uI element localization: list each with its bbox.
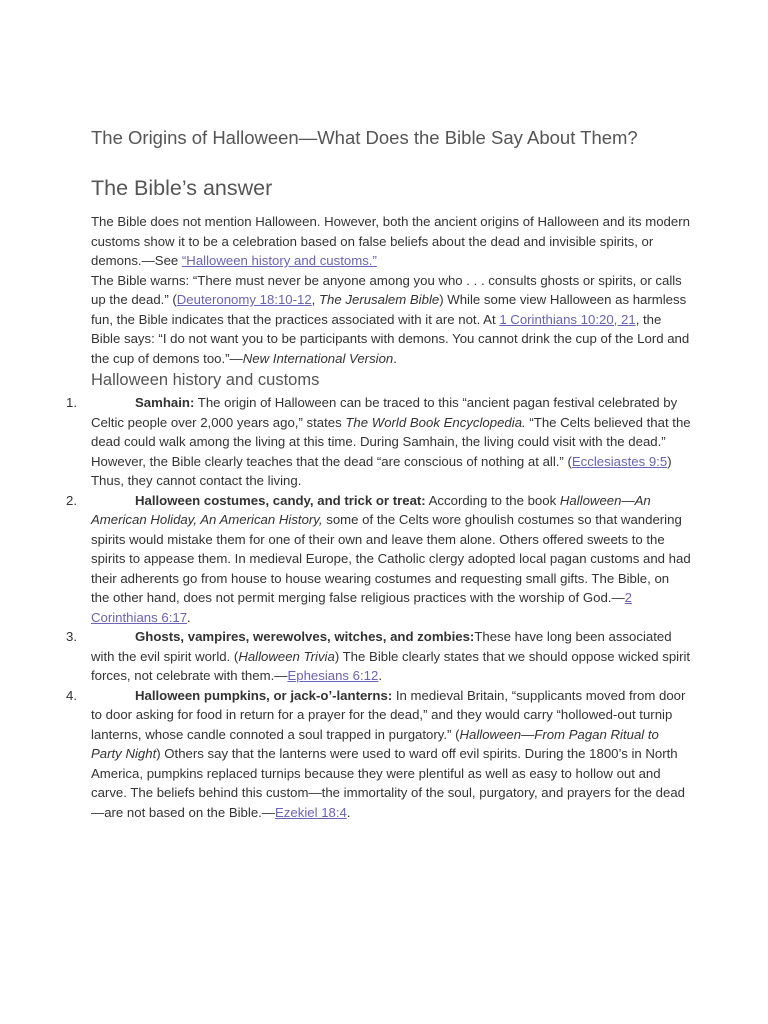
list-item-number: 3. [66, 629, 77, 644]
list-item-text: . [378, 668, 383, 683]
intro-paragraph-1 [91, 212, 691, 271]
intro-p2-text-d: , the Bible says: “I do not want you to be participants with demons. You cannot drink the cup of the Lord and the cup of demons too.”— [91, 311, 690, 366]
list-item-text: ) Others say that the lanterns were used to ward off evil spirits. During the 1800’s in North America, pumpkins replaced turnips because they were plentiful as well as easy to hollow out and carve. The beliefs behind this custom—the immortality of the soul, purgatory, and prayers for the dead—are not based on the Bible.— [91, 746, 685, 820]
list-item-title: Halloween pumpkins, or jack-o’-lanterns: [135, 687, 393, 703]
link-ecclesiastes[interactable]: Ecclesiastes 9:5 [571, 453, 668, 469]
list-item-text: ) Thus, they cannot contact the living. [91, 453, 672, 488]
list-item-text: some of the Celts wore ghoulish costumes so that wandering spirits would mistake them for one of their own and leave them alone. Others offered sweets to the spirits to appease them. In medieval Europe, the Catholic clergy adopted local pagan customs and had their adherents go from house to house wearing costumes and requesting small gifts. The Bible, on the other hand, does not permit merging false religious practices with the worship of God.— [91, 512, 691, 605]
list-item [66, 686, 691, 823]
list-item-text: . [346, 804, 351, 820]
page-title: The Origins of Halloween—What Does the Bible Say About Them? [91, 127, 638, 148]
link-ezekiel[interactable]: Ezekiel 18:4 [275, 804, 347, 820]
answer-heading: The Bible’s answer [91, 176, 273, 200]
intro-p1-text: The Bible does not mention Halloween. However, both the ancient origins of Halloween and its modern customs show it to be a celebration based on false beliefs about the dead and invisible spirits, or demons.—See [91, 214, 690, 268]
list-item-number: 1. [66, 395, 77, 410]
list-item-italic: Halloween—From Pagan Ritual to Party Night [91, 726, 659, 761]
list-item-title: Ghosts, vampires, werewolves, witches, and zombies: [135, 629, 475, 644]
link-ephesians[interactable]: Ephesians 6:12 [287, 668, 379, 683]
intro-p2-italic-jerusalem-bible: The Jerusalem Bible [319, 292, 440, 307]
link-halloween-history[interactable]: “Halloween history and customs.” [181, 253, 377, 268]
list-item-number: 4. [66, 687, 77, 703]
list-item-text: . [187, 609, 191, 625]
intro-p2-text-c: ) While some view Halloween as harmless fun, the Bible indicates that the practices associated with it are not. At [91, 292, 687, 327]
intro-p2-italic-niv: New International Version [242, 350, 394, 366]
list-item-text: In medieval Britain, “supplicants moved from door to door asking for food in return for a prayer for the dead,” and they would carry “hollowed-out turnip lanterns, whose candle connoted a soul trapped in purgatory.” ( [91, 687, 686, 742]
list-item-text: The origin of Halloween can be traced to this “ancient pagan festival celebrated by Celtic people over 2,000 years ago,” states [91, 395, 678, 430]
list-item-text: ) The Bible clearly states that we should oppose wicked spirit forces, not celebrate with them.— [91, 648, 691, 683]
link-1-corinthians[interactable]: 1 Corinthians 10:20, 21 [499, 311, 636, 327]
link-deuteronomy[interactable]: Deuteronomy 18:10-12 [176, 292, 312, 307]
list-item-title: Halloween costumes, candy, and trick or treat: [135, 492, 426, 508]
customs-list [66, 393, 691, 822]
list-item-title: Samhain: [135, 395, 195, 410]
list-item [66, 491, 691, 628]
list-item-text: According to the book [425, 492, 560, 508]
intro-p2-text-b: , [311, 292, 319, 307]
list-item-italic: Halloween—An American Holiday, An American History, [91, 492, 651, 527]
list-item-text: “The Celts believed that the dead could walk among the living at this time. During Samhain, the living could visit with the dead.” However, the Bible clearly teaches that the dead “are conscious of nothing at all.” ( [91, 414, 691, 469]
intro-section [91, 212, 691, 368]
intro-p2-text-a: The Bible warns: “There must never be anyone among you who . . . consults ghosts or spirits, or calls up the dead.” ( [91, 272, 682, 307]
history-subheading: Halloween history and customs [91, 371, 320, 389]
list-item-italic: Halloween Trivia [238, 648, 335, 664]
list-item [66, 627, 691, 686]
list-item-italic: The World Book Encyclopedia. [345, 414, 526, 430]
intro-p2-text-e: . [393, 350, 397, 366]
list-item-number: 2. [66, 492, 77, 508]
list-item-text: These have long been associated with the evil spirit world. ( [91, 629, 672, 664]
list-item [66, 393, 691, 491]
intro-paragraph-2 [91, 271, 691, 369]
link-2-corinthians[interactable]: 2 Corinthians 6:17 [91, 590, 632, 625]
